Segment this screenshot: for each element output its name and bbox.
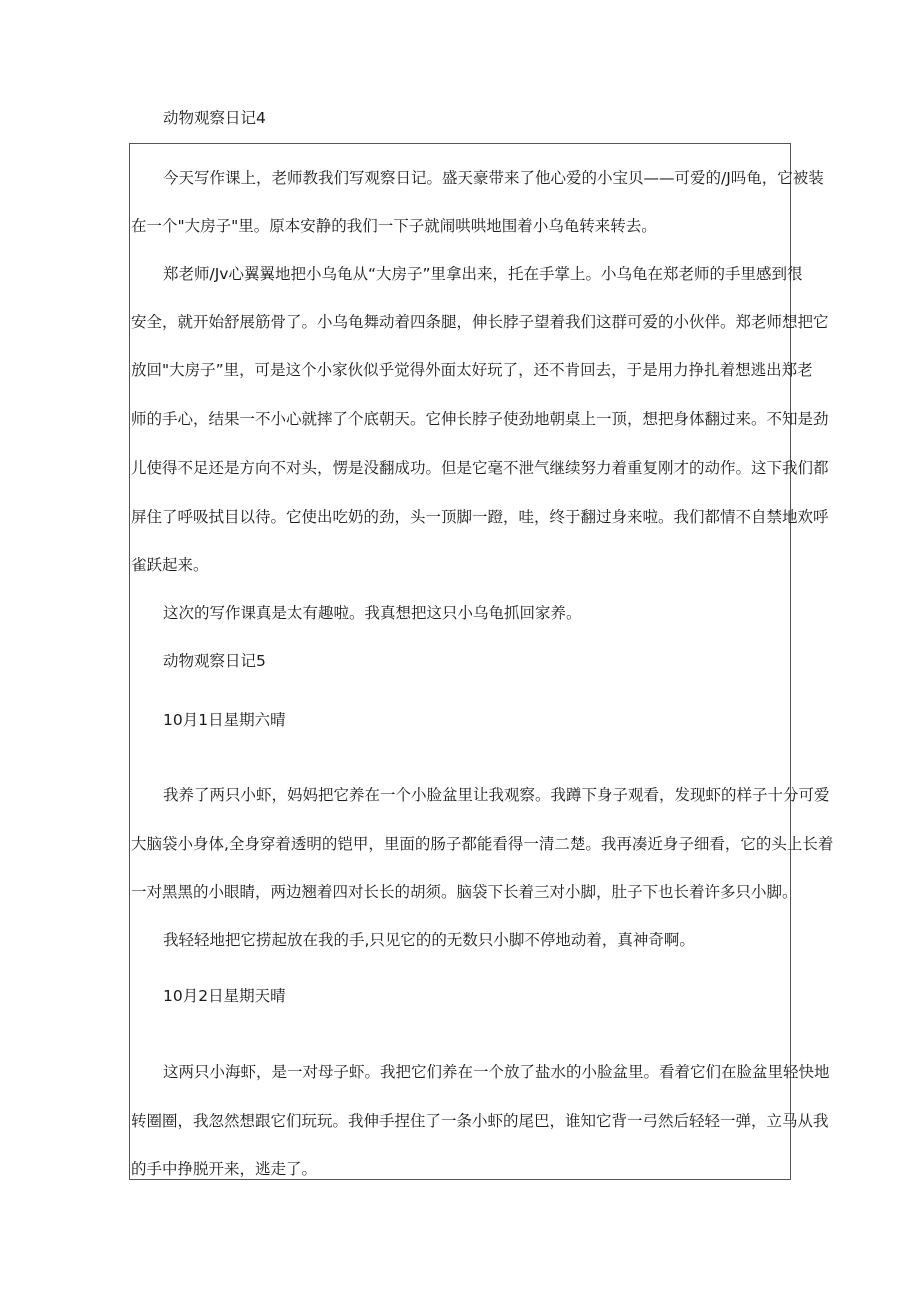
text-line: 安全，就开始舒展筋骨了。小乌龟舞动着四条腿，伸长脖子望着我们这群可爱的小伙伴。郑老师想把它 bbox=[131, 313, 829, 331]
date-line: 10月2日星期天晴 bbox=[163, 987, 286, 1005]
text-line: 这两只小海虾，是一对母子虾。我把它们养在一个放了盐水的小脸盆里。看着它们在脸盆里轻快地 bbox=[163, 1063, 830, 1081]
text-line: 大脑袋小身体,全身穿着透明的铠甲，里面的肠子都能看得一清二楚。我再凑近身子细看，它的头上长着 bbox=[131, 835, 834, 853]
text-line: 一对黑黑的小眼睛，两边翘着四对长长的胡须。脑袋下长着三对小脚，肚子下也长着许多只小脚。 bbox=[131, 883, 798, 901]
text-line: 转圈圈，我忽然想跟它们玩玩。我伸手捏住了一条小虾的尾巴，谁知它背一弓然后轻轻一弹，立马从我 bbox=[131, 1112, 829, 1130]
text-line: 屏住了呼吸拭目以待。它使出吃奶的劲，头一顶脚一蹬，哇，终于翻过身来啦。我们都情不自禁地欢呼 bbox=[131, 508, 829, 526]
text-line: 雀跃起来。 bbox=[131, 556, 209, 574]
text-line: 今天写作课上，老师教我们写观察日记。盛天豪带来了他心爱的小宝贝——可爱的/J吗龟，它被装 bbox=[163, 169, 824, 187]
text-line: 在一个"大房子"里。原本安静的我们一下子就闹哄哄地围着小乌龟转来转去。 bbox=[131, 217, 657, 235]
text-line: 我养了两只小虾，妈妈把它养在一个小脸盆里让我观察。我蹲下身子观看，发现虾的样子十分可爱 bbox=[163, 786, 830, 804]
text-line: 郑老师/Jv心翼翼地把小乌龟从“大房子”里拿出来，托在手掌上。小乌龟在郑老师的手里感到很 bbox=[163, 265, 803, 283]
text-line: 放回"大房子”里，可是这个小家伙似乎觉得外面太好玩了，还不肯回去，于是用力挣扎着想逃出郑老 bbox=[131, 361, 813, 379]
text-line: 我轻轻地把它捞起放在我的手,只见它的的无数只小脚不停地动着，真神奇啊。 bbox=[163, 931, 695, 949]
text-line: 儿使得不足还是方向不对头，愣是没翻成功。但是它毫不泄气继续努力着重复刚才的动作。这下我们都 bbox=[131, 459, 829, 477]
text-line: 师的手心，结果一不小心就摔了个底朝天。它伸长脖子使劲地朝桌上一顶，想把身体翻过来。不知是劲 bbox=[131, 410, 829, 428]
document-title: 动物观察日记4 bbox=[163, 109, 266, 127]
section-heading: 动物观察日记5 bbox=[163, 652, 266, 670]
date-line: 10月1日星期六晴 bbox=[163, 711, 286, 729]
text-line: 的手中挣脱开来，逃走了。 bbox=[131, 1160, 318, 1178]
text-line: 这次的写作课真是太有趣啦。我真想把这只小乌龟抓回家养。 bbox=[163, 604, 582, 622]
